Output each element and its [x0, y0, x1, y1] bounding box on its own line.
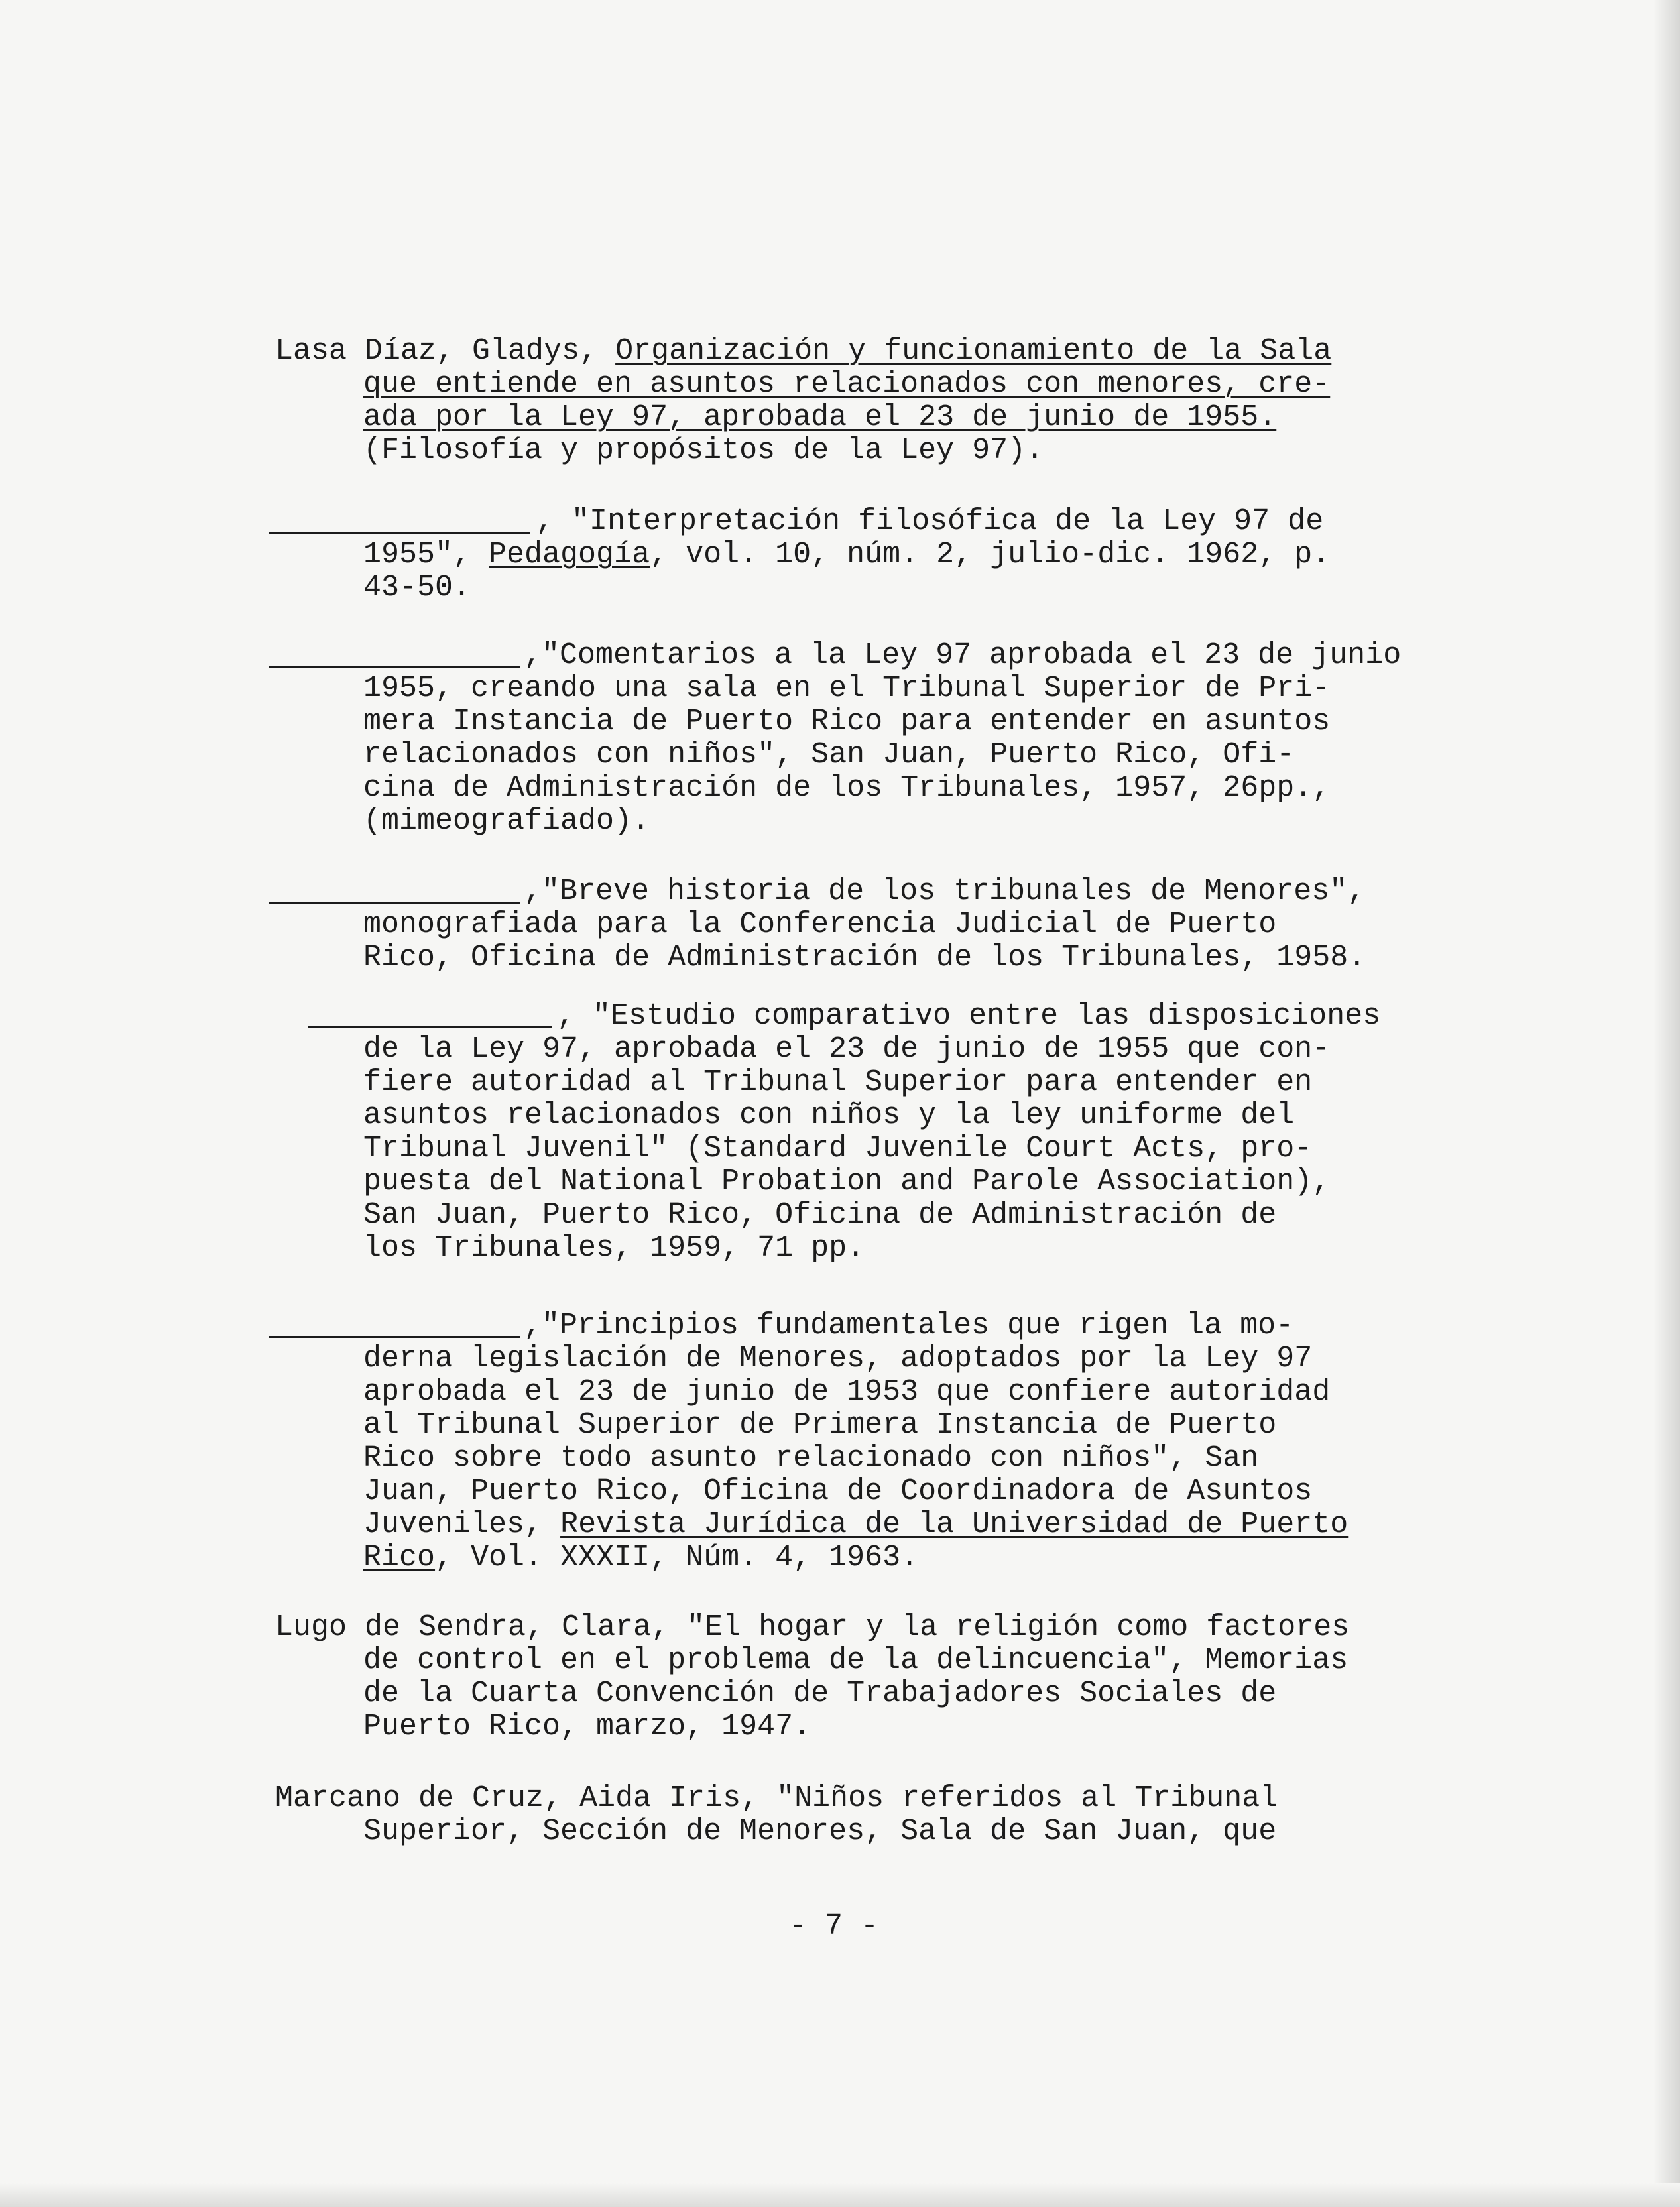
- entry-line: [363, 1677, 1276, 1710]
- text-segment: al Tribunal Superior de Primera Instancia de Puerto: [363, 1408, 1277, 1442]
- text-segment: San Juan, Puerto Rico, Oficina de Administración de: [363, 1198, 1277, 1232]
- text-segment: , vol. 10, núm. 2, julio-dic. 1962, p.: [650, 538, 1331, 571]
- text-segment: Lugo de Sendra, Clara, "El hogar y la religión como factores: [275, 1610, 1350, 1644]
- repeat-author-rule: [269, 1336, 520, 1338]
- repeat-author-rule: [269, 666, 520, 668]
- entry-line: [363, 1815, 1276, 1848]
- entry-line: [536, 505, 1323, 538]
- repeat-author-rule: [269, 532, 530, 534]
- text-segment: los Tribunales, 1959, 71 pp.: [363, 1231, 865, 1265]
- repeat-author-rule: [269, 902, 520, 904]
- entry-line: [363, 1132, 1312, 1165]
- entry-line: [275, 335, 1331, 368]
- page-edge-shadow: [1653, 0, 1680, 2207]
- text-segment: Superior, Sección de Menores, Sala de San Juan, que: [363, 1815, 1277, 1848]
- text-segment: puesta del National Probation and Parole Association),: [363, 1165, 1331, 1199]
- text-segment: asuntos relacionados con niños y la ley uniforme del: [363, 1099, 1295, 1132]
- entry-line: [363, 368, 1330, 401]
- entry-line: [363, 571, 471, 605]
- text-segment: (mimeografiado).: [363, 804, 650, 838]
- entry-line: [275, 1782, 1278, 1815]
- entry-line: [363, 1710, 811, 1744]
- text-segment: (Filosofía y propósitos de la Ley 97).: [363, 434, 1044, 467]
- text-segment: cina de Administración de los Tribunales, 1957, 26pp.,: [363, 771, 1331, 805]
- underlined-title-segment: Organización y funcionamiento de la Sala: [615, 334, 1332, 368]
- text-segment: de la Cuarta Convención de Trabajadores Sociales de: [363, 1677, 1277, 1710]
- entry-line: [363, 1475, 1312, 1508]
- text-segment: ,"Principios fundamentales que rigen la mo-: [524, 1309, 1294, 1342]
- entry-line: [363, 1099, 1294, 1132]
- entry-line: [363, 705, 1330, 739]
- entry-line: [363, 805, 650, 838]
- entry-line: [363, 401, 1276, 434]
- text-segment: Marcano de Cruz, Aida Iris, "Niños referidos al Tribunal: [275, 1781, 1278, 1815]
- entry-line: [363, 1066, 1312, 1099]
- entry-line: [363, 1409, 1276, 1442]
- entry-line: [363, 941, 1366, 975]
- text-segment: , "Estudio comparativo entre las disposiciones: [557, 999, 1381, 1033]
- entry-line: [363, 1376, 1330, 1409]
- entry-line: [524, 875, 1365, 908]
- text-segment: Juveniles,: [363, 1508, 561, 1541]
- entry-line: [363, 434, 1044, 467]
- entry-line: [557, 1000, 1380, 1033]
- text-segment: derna legislación de Menores, adoptados por la Ley 97: [363, 1342, 1313, 1376]
- underlined-title-segment: Rico: [363, 1541, 436, 1575]
- entry-line: [363, 1442, 1258, 1475]
- entry-line: [524, 639, 1401, 672]
- entry-line: [275, 1611, 1349, 1644]
- text-segment: Tribunal Juvenil" (Standard Juvenile Court Acts, pro-: [363, 1132, 1313, 1165]
- text-segment: 43-50.: [363, 571, 471, 605]
- entry-line: [363, 772, 1330, 805]
- entry-line: [363, 672, 1330, 705]
- text-segment: aprobada el 23 de junio de 1953 que confiere autoridad: [363, 1375, 1331, 1409]
- text-segment: relacionados con niños", San Juan, Puerto Rico, Ofi-: [363, 738, 1295, 772]
- page-number: - 7 -: [789, 1909, 879, 1943]
- entry-line: [363, 739, 1294, 772]
- text-segment: Puerto Rico, marzo, 1947.: [363, 1710, 811, 1744]
- text-segment: ,"Breve historia de los tribunales de Menores",: [524, 874, 1366, 908]
- text-segment: 1955",: [363, 538, 489, 571]
- text-segment: , Vol. XXXII, Núm. 4, 1963.: [435, 1541, 919, 1575]
- entry-line: [363, 1541, 918, 1575]
- underlined-title-segment: ada por la Ley 97, aprobada el 23 de junio de 1955.: [363, 400, 1277, 434]
- entry-line: [363, 1644, 1348, 1677]
- text-segment: ,"Comentarios a la Ley 97 aprobada el 23 de junio: [524, 638, 1402, 672]
- underlined-title-segment: Pedagogía: [489, 538, 650, 571]
- underlined-title-segment: Revista Jurídica de la Universidad de Puerto: [560, 1508, 1349, 1541]
- repeat-author-rule: [308, 1026, 552, 1028]
- text-segment: mera Instancia de Puerto Rico para entender en asuntos: [363, 705, 1331, 739]
- entry-line: [363, 1342, 1312, 1376]
- text-segment: Rico sobre todo asunto relacionado con niños", San: [363, 1441, 1259, 1475]
- text-segment: Lasa Díaz, Gladys,: [275, 334, 616, 368]
- entry-line: [363, 1508, 1348, 1541]
- text-segment: Rico, Oficina de Administración de los Tribunales, 1958.: [363, 941, 1366, 975]
- entry-line: [363, 1033, 1330, 1066]
- entry-line: [363, 1232, 865, 1265]
- text-segment: 1955, creando una sala en el Tribunal Superior de Pri-: [363, 672, 1331, 705]
- entry-line: [524, 1309, 1293, 1342]
- entry-line: [363, 538, 1330, 571]
- entry-line: [363, 908, 1276, 941]
- text-segment: de control en el problema de la delincuencia", Memorias: [363, 1643, 1349, 1677]
- page-bottom-shadow: [0, 2183, 1680, 2207]
- text-segment: de la Ley 97, aprobada el 23 de junio de 1955 que con-: [363, 1032, 1331, 1066]
- underlined-title-segment: que entiende en asuntos relacionados con menores, cre-: [363, 367, 1331, 401]
- text-segment: Juan, Puerto Rico, Oficina de Coordinadora de Asuntos: [363, 1474, 1313, 1508]
- text-segment: fiere autoridad al Tribunal Superior para entender en: [363, 1065, 1313, 1099]
- entry-line: [363, 1199, 1276, 1232]
- text-segment: monografiada para la Conferencia Judicial de Puerto: [363, 908, 1277, 941]
- text-segment: , "Interpretación filosófica de la Ley 97 de: [536, 505, 1324, 538]
- entry-line: [363, 1165, 1330, 1199]
